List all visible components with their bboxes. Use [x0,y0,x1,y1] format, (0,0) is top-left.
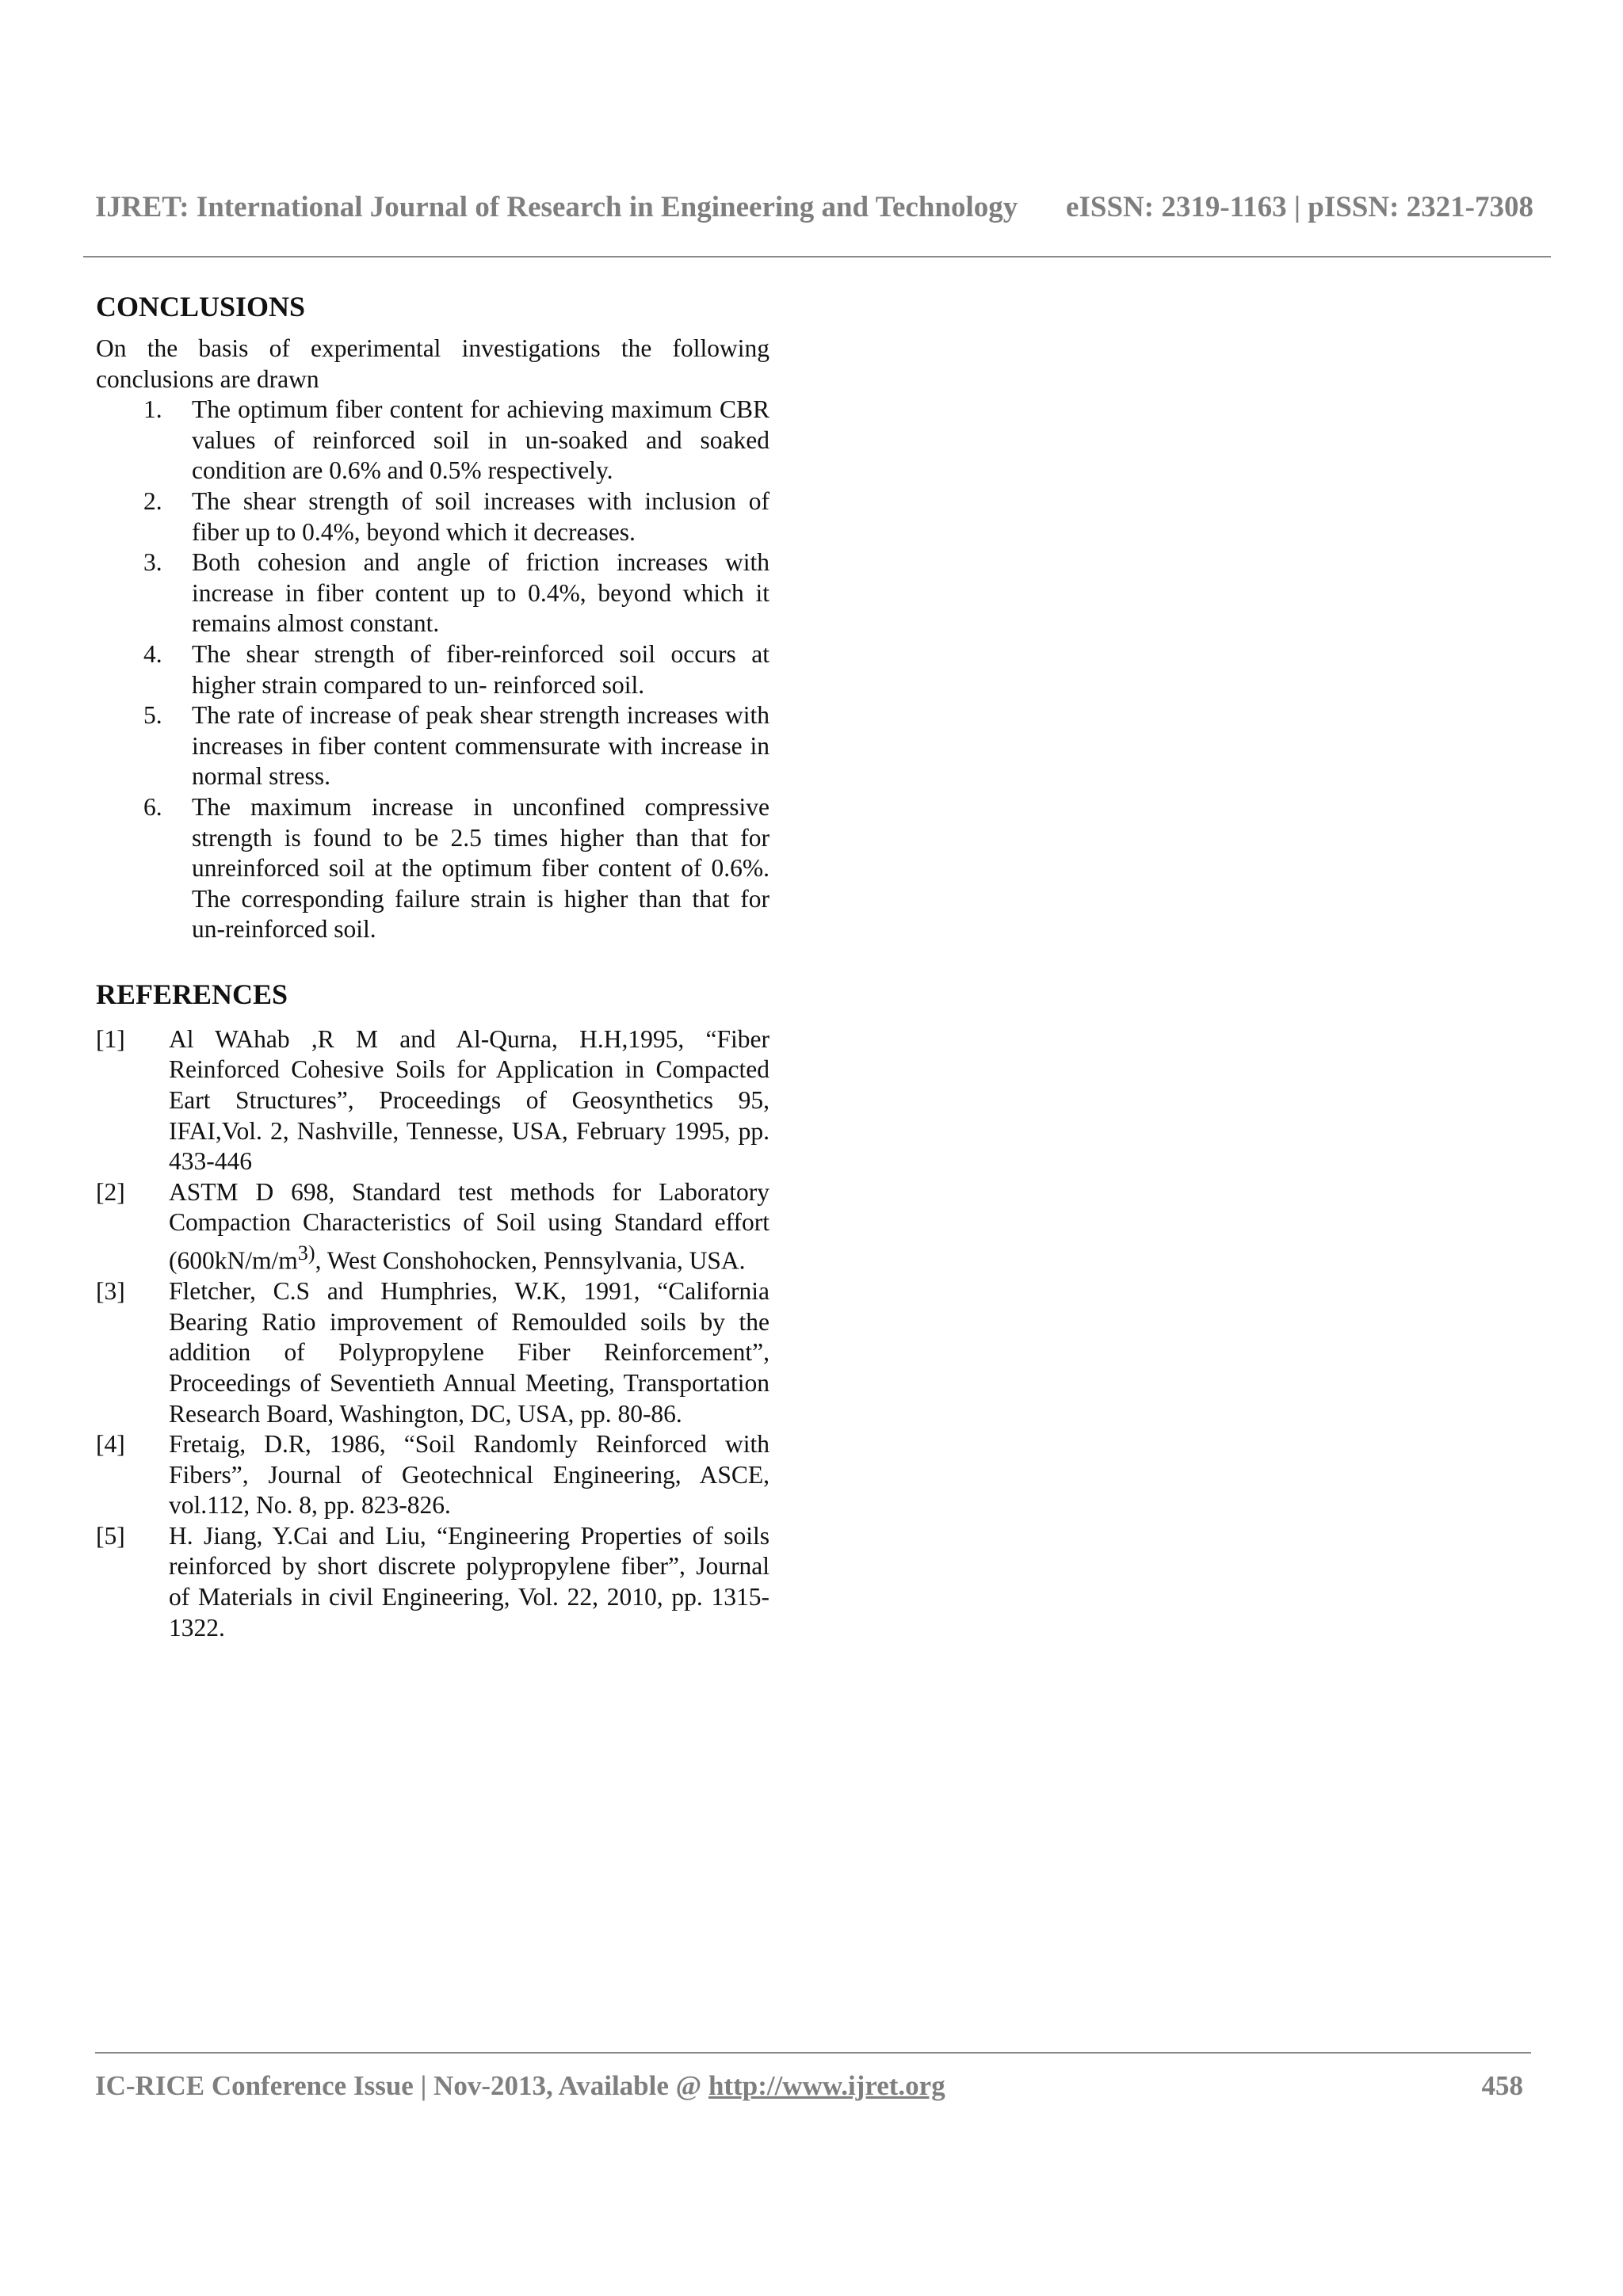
reference-text: Al WAhab ,R M and Al-Qurna, H.H,1995, “Fiber Reinforced Cohesive Soils for Application in Compacted Eart Structures”, Proceedings of Geosynthetics 95, IFAI,Vol. 2, Nashville, Tennesse, USA, February 1995, pp. 433-446 [169,1024,769,1176]
conclusion-number: 1. [143,395,162,424]
conclusion-number: 6. [143,792,162,821]
reference-number: [1] [96,1024,125,1053]
page-number: 458 [1481,2070,1523,2101]
journal-title: IJRET: International Journal of Research in Engineering and Technology [95,191,1018,223]
footer-divider [95,2052,1531,2054]
reference-text: Fletcher, C.S and Humphries, W.K, 1991, “California Bearing Ratio improvement of Remoulded soils by the addition of Polypropylene Fiber Reinforcement”, Proceedings of Seventieth Annual Meeting, Transportation Research Board, Washington, DC, USA, pp. 80-86. [169,1277,769,1428]
conclusion-text: The shear strength of fiber-reinforced soil occurs at higher strain compared to un- reinforced soil. [192,639,769,699]
conclusion-number: 3. [143,548,162,577]
reference-text: H. Jiang, Y.Cai and Liu, “Engineering Properties of soils reinforced by short discrete polypropylene fiber”, Journal of Materials in civil Engineering, Vol. 22, 2010, pp. 1315-1322. [169,1521,769,1642]
reference-item [96,1276,769,1429]
conclusion-item [96,700,769,792]
conference-issue: IC-RICE Conference Issue | Nov-2013, Available @ [95,2070,708,2101]
reference-number: [5] [96,1521,125,1550]
reference-item [96,1521,769,1643]
journal-website-link[interactable]: http://www.ijret.org [708,2070,945,2101]
conclusion-number: 2. [143,486,162,515]
issn-info: eISSN: 2319-1163 | pISSN: 2321-7308 [1066,191,1533,223]
conclusions-heading: CONCLUSIONS [96,291,306,322]
footer-citation [95,2070,945,2102]
conclusion-text: The optimum fiber content for achieving maximum CBR values of reinforced soil in un-soaked and soaked condition are 0.6% and 0.5% respectively. [192,395,769,485]
reference-number: [3] [96,1277,125,1306]
conclusion-item [96,547,769,639]
reference-number: [2] [96,1177,125,1206]
conclusion-text: The rate of increase of peak shear strength increases with increases in fiber content commensurate with increase in normal stress. [192,701,769,791]
header-divider [83,256,1551,257]
running-footer [95,2070,1531,2110]
conclusion-item [96,395,769,486]
conclusion-item [96,639,769,700]
reference-number: [4] [96,1430,125,1459]
references-list [96,1024,769,1643]
conclusion-number: 5. [143,701,162,730]
conclusion-item [96,486,769,547]
conclusion-text: Both cohesion and angle of friction increases with increase in fiber content up to 0.4%, beyond which it remains almost constant. [192,548,769,638]
conclusion-item [96,792,769,945]
conclusions-intro: On the basis of experimental investigations the following conclusions are drawn [96,334,769,393]
conclusion-text: The maximum increase in unconfined compressive strength is found to be 2.5 times higher than that for unreinforced soil at the optimum fiber content of 0.6%. The corresponding failure strain is higher than that for un-reinforced soil. [192,792,769,944]
conclusion-number: 4. [143,639,162,668]
left-column [96,289,769,1643]
conclusion-text: The shear strength of soil increases with inclusion of fiber up to 0.4%, beyond which it decreases. [192,486,769,546]
reference-item [96,1429,769,1521]
reference-text-before: ASTM D 698, Standard test methods for Laboratory Compaction Characteristics of Soil using Standard effort (600kN/m/m [169,1177,769,1275]
running-header [95,190,1533,230]
reference-item [96,1177,769,1276]
reference-superscript: 3) [297,1241,315,1265]
references-heading: REFERENCES [96,978,288,1010]
reference-text-after: , West Conshohocken, Pennsylvania, USA. [315,1246,746,1275]
conclusions-list [96,395,769,945]
reference-text: Fretaig, D.R, 1986, “Soil Randomly Reinforced with Fibers”, Journal of Geotechnical Engineering, ASCE, vol.112, No. 8, pp. 823-826. [169,1430,769,1520]
reference-item [96,1024,769,1177]
